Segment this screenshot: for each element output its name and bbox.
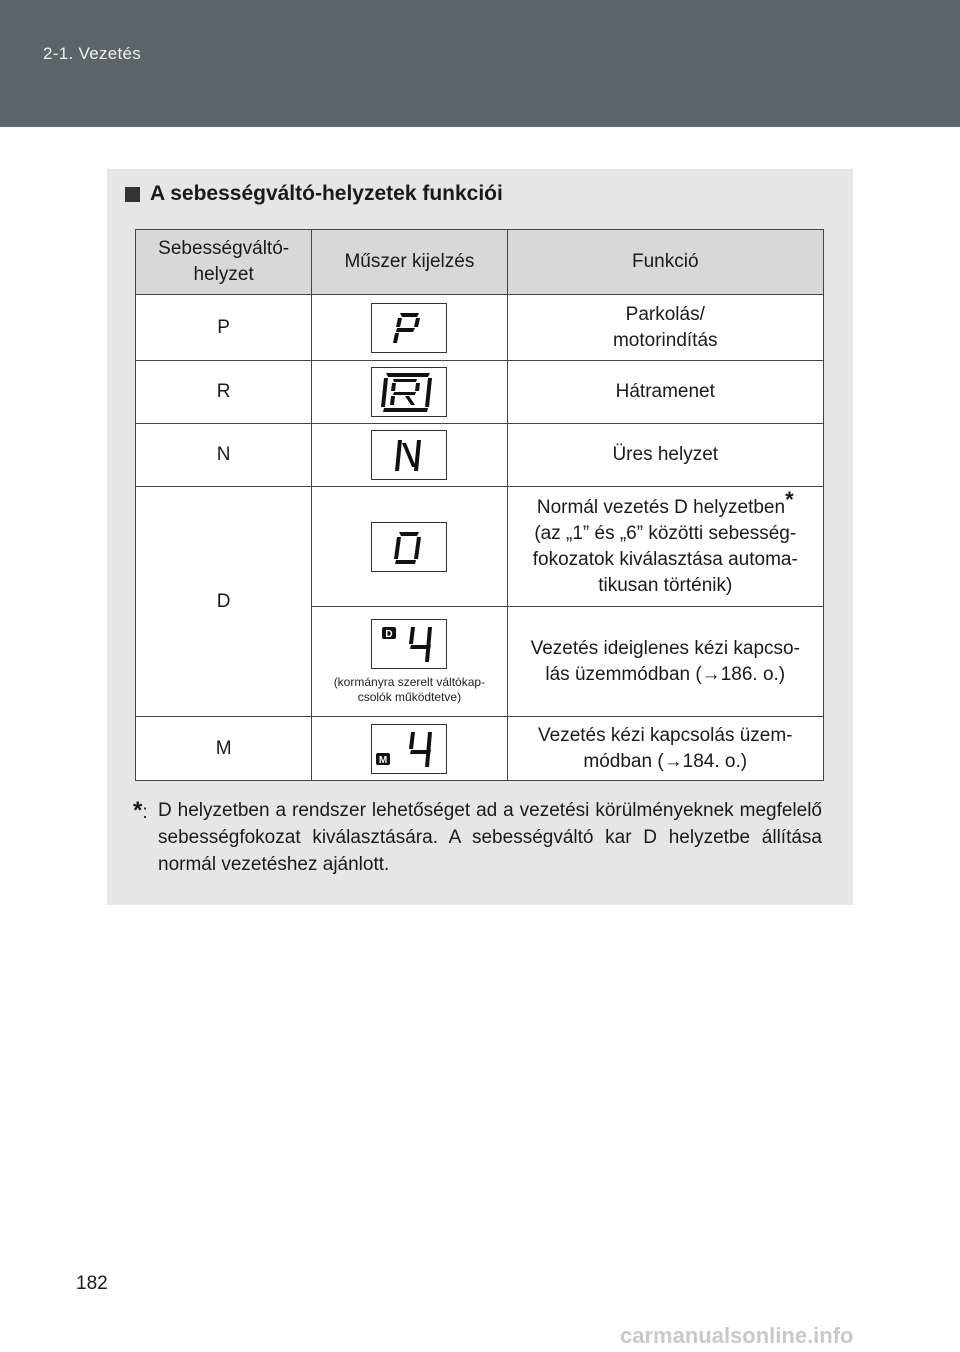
page-number: 182 (76, 1273, 108, 1294)
display-cell (312, 487, 507, 607)
footnote-star: * (785, 486, 794, 512)
display-cell (312, 607, 507, 717)
function-cell: Üres helyzet (507, 424, 823, 487)
function-text: Normál vezetés D helyzetben (536, 496, 786, 518)
watermark: carmanualsonline.info (620, 1323, 854, 1348)
position-cell: D (136, 487, 312, 717)
position-cell: P (136, 295, 312, 361)
function-cell: Parkolás/ motorindítás (507, 295, 823, 361)
footnote-marker: *: (133, 797, 148, 824)
square-bullet-icon (125, 187, 140, 202)
table-header-row (136, 230, 824, 295)
display-cell (312, 361, 507, 424)
display-cell (312, 295, 507, 361)
display-note: (kormányra szerelt váltókap- csolók működtetve) (333, 674, 486, 704)
gear-position-table (135, 229, 824, 781)
column-header: Funkció (507, 230, 823, 295)
position-cell: R (136, 361, 312, 424)
gear-M4-display-icon (371, 724, 447, 774)
display-cell (312, 424, 507, 487)
section-heading (125, 182, 503, 206)
function-cell: Hátramenet (507, 361, 823, 424)
footnote-text: D helyzetben a rendszer lehetőséget ad a vezetési körülményeknek megfelelő sebességfokozat kiválasztására. A sebességváltó kar D helyzetbe állítása normál vezetéshez ajánlott. (158, 800, 822, 875)
gear-P-display-icon (371, 303, 447, 353)
section-title: A sebességváltó-helyzetek funkciói (150, 182, 503, 205)
table-row (136, 717, 824, 781)
gear-D4-display-icon (371, 619, 447, 669)
table-row (136, 487, 824, 607)
page-header (0, 0, 960, 127)
footnote (133, 797, 822, 878)
function-cell: Vezetés ideiglenes kézi kapcso- lás üzemmódban (→186. o.) (507, 607, 823, 717)
chapter-title: 2-1. Vezetés (43, 44, 142, 63)
function-text-continued: (az „1” és „6” közötti sebesség- fokozatok kiválasztása automa- tikusan történik) (532, 522, 798, 596)
function-cell: Vezetés kézi kapcsolás üzem- módban (→184. o.) (507, 717, 823, 781)
display-cell (312, 717, 507, 781)
function-cell (507, 487, 823, 607)
svg-text:M: M (379, 754, 388, 766)
gear-D-display-icon (371, 522, 447, 572)
column-header: Műszer kijelzés (312, 230, 507, 295)
table-row (136, 295, 824, 361)
column-header: Sebességváltó- helyzet (136, 230, 312, 295)
table-row (136, 361, 824, 424)
position-cell: M (136, 717, 312, 781)
gear-N-display-icon (371, 430, 447, 480)
svg-text:D: D (385, 628, 394, 640)
gear-R-display-icon (371, 367, 447, 417)
position-cell: N (136, 424, 312, 487)
table-row (136, 424, 824, 487)
